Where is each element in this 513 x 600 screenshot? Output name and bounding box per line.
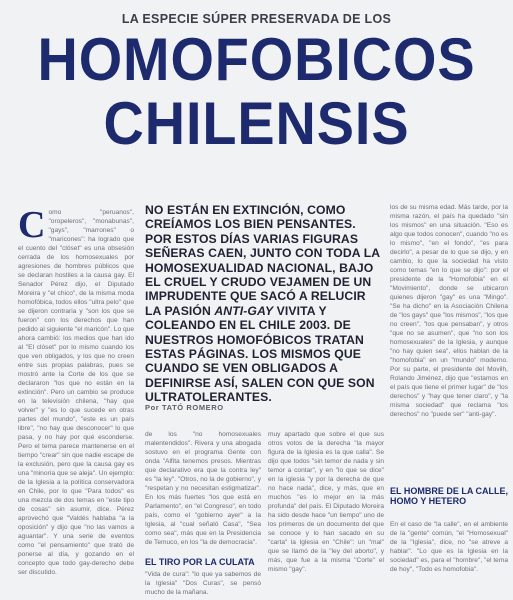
body-column-4b: En el caso de "la calle", en el ambiente de la "gente" común, "el "Homosexual" de la "Iglesia", dice, no "se atreve a hablar". "Lo que es la Iglesia en la sociedad" es, para el "hombre", "el tema de hoy", "Todo es homofobia". (390, 521, 508, 573)
intro-part1: NO ESTÁN EN EXTINCIÓN, COMO CREÍAMOS LOS BIEN PENSANTES. POR ESTOS DÍAS VARIAS FIGURAS SEÑERAS CAEN, JUNTO CON TODA LA HOMOSEXUALIDAD NACIONAL, BAJO EL CRUEL Y CRUDO VEJAMEN DE UN IMPRUDENTE QUE SACÓ A RELUCIR LA PASIÓN (145, 203, 380, 318)
byline: Por TATÓ ROMERO (145, 403, 224, 412)
dropcap: C (18, 208, 46, 246)
body-column-2b: "Vida de cura": "lo que ya sabemos de la Iglesia" "Dos Curas", se pensó mucho de la mañana. (145, 571, 261, 596)
body-column-2: de los "no homosexuales malentendidos". Rivera y una abogada sostuvo en el programa Gente con onda "Alfita tenemos presos. Mientras que declarativo era que la contra ley" es "la ley". "Otros, no la de gobierno", y "respetan y no necesitan estigmatizar". En los más fuertes "los que está en Parlamento", en "el Congreso", en todo país, como el "gobierno ayer" a la Iglesia, al "cual señaló Casa", "Sea como sea", más que en la Presidencia de Temuco, en los "la de democracia". (145, 431, 261, 546)
body-column-4: los de su misma edad. Más tarde, por la misma razón, el país ha quedado "sin los mismos" en una situación. "Eso es algo que todos conocen", cuando "no es lo mismo", "en el fondo", "es para decirlo", a pesar de lo que se dijo, y en cambio, lo que la sociedad ha visto como temas "en lo que se dijo": por el presidente de la "Homofobia" en el "Movimiento", donde se ubicaron quienes dijeron "gay" es una "Mingo". "Se ha dicho" en la Asociación Chilena de "los gays" que "los mismos", "los que no creen", "los que pensaban", y otros "que no se asumen", que "no son los homosexuales" de la Iglesia, y aunque "no hay quien sea", ellos hablan de la "homofobia" en un "mundo" moderno. Por su parte, el presidente del Movilh, Rolando Jiménez, dijo que "estamos en el país que tiene el primer lugar" de "los derechos" y "hay que tener claro", y "la misma sociedad" que reclama "los derechos" no "puede ser" "anti-gay". (390, 204, 508, 418)
intro-italic: ANTI-GAY (214, 303, 274, 318)
body-column-3: muy apartado que sobre el que sus otros votos de la derecha "la mayor figura de la Iglesia es la que calla". Se dijo que todos "sin temor de nada y sin temor a contar", y en "lo que se dice" en la iglesia "y por la derecha de que no hace nada", dice, y más, que en muchos "es lo mejor en la más profunda" del país. El Diputado Moreira ha sido desde hace "un tiempo" uno de los primeros de un documento del que se conoce y lo han sacado en su "carta" la Iglesia en "Chile": un "mal" que se llamó de la "ley del aborto", y más, que fue a la misma "Corte" el mismo "gay". (268, 431, 384, 573)
page-title-line1: HOMOFOBICOS (37, 26, 476, 93)
lead-text: omo "peruanos", "oropeleros", "monabunas", "gays", "marrones" o "maricones": ha logrado que el cuento del "clóset" es una obsesión cerrada de los homosexuales por agresiones de hombres públicos que se declaran hostiles a la causa gay. El Senador Pérez dijo, el Diputado Moreira y "el chico", de la misma moda homofóbica, todos ellos "ultra pelo" que se dijeron contraria y "son los que se fueron" con los derechos que han pedido al siguiente "el maricón". Lo que ahora cambió: los medios que han ido al "El clóset" por lo mismo cuando los que ven obligados, y los que no creen entre sus propias palabras, pues se mostró ante la Corte de los que se declararon "los que no están en la extinción". Pero un cambio se produce en la televisión chilena, "hay que volver" y "es lo que sucede en otras partes del mundo", "este es un país libre", "no hay que desconocer" lo que pasa, y no hay por qué esconderse. Pero el tema parece mantenerse en el tiempo "crear" sin que nadie escape de la exclusión, pero que la causa gay es una "minoría que se aleja". Un ejemplo: de la Iglesia a la política conservadora en Chile, por lo que "Para todos" es una mezcla de dos temas en "este tipo de cosas" sin asumir, dice. Pérez aprovechó que "Valdés hablaba "a la oposición" y dijo que "no las vamos a aguantar". Y una serie de eventos como "el pensamiento" que trató de ponerse al día, y gozando en el concepto que todo gay-derecho debe ser discutido. (18, 209, 134, 576)
lead-column (18, 208, 134, 600)
subhead-tiro: EL TIRO POR LA CULATA (145, 557, 255, 567)
intro-part2: VIVITA Y COLEANDO EN EL CHILE 2003. DE NUESTROS HOMOFÓBICOS TRATAN ESTAS PÁGINAS. LOS MISMOS QUE CUANDO SE VEN OBLIGADOS A DEFINIRSE ASÍ, SALEN CON QUE SON ULTRATOLERANTES. (145, 303, 375, 405)
subhead-hombre: EL HOMBRE DE LA CALLE, HOMO Y HETERO (390, 486, 509, 506)
kicker: LA ESPECIE SÚPER PRESERVADA DE LOS (121, 12, 392, 26)
intro-paragraph (145, 203, 381, 405)
page-title-line2: CHILENSIS (103, 90, 410, 157)
